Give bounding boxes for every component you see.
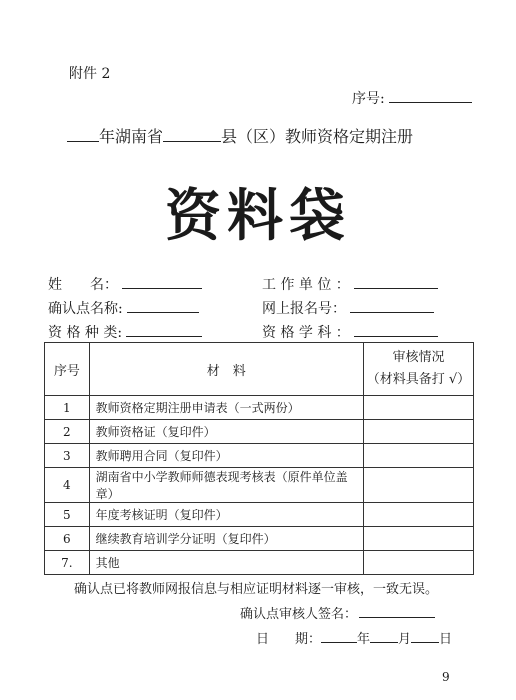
row-review-cell[interactable] [363, 527, 473, 551]
qualification-subject-blank[interactable] [354, 322, 438, 337]
row-material: 湖南省中小学教师师德表现考核表（原件单位盖章） [89, 468, 363, 503]
qualification-subject-field [262, 322, 438, 342]
date-field [256, 628, 452, 647]
online-number-field [262, 298, 434, 318]
row-number: 4 [45, 468, 90, 503]
name-label: 姓 名： [48, 277, 118, 293]
row-number: 3 [45, 444, 90, 468]
confirm-point-blank[interactable] [127, 298, 199, 313]
date-month-text: 月 [398, 632, 412, 647]
table-row [45, 396, 474, 420]
header-review-title: 审核情况 [392, 350, 445, 365]
workplace-blank[interactable] [354, 274, 438, 289]
form-title [67, 124, 413, 147]
date-month-blank[interactable] [370, 628, 398, 643]
table-row [45, 551, 474, 575]
header-review [363, 343, 473, 396]
year-blank[interactable] [67, 127, 99, 142]
attachment-label: 附件 2 [69, 66, 111, 82]
serial-number-blank[interactable] [389, 88, 472, 103]
row-material: 年度考核证明（复印件） [89, 503, 363, 527]
serial-number-label: 序号: [352, 91, 385, 107]
online-number-blank[interactable] [350, 298, 434, 313]
big-title: 资料袋 [165, 184, 351, 249]
row-number: 2 [45, 420, 90, 444]
row-material: 继续教育培训学分证明（复印件） [89, 527, 363, 551]
title-county-text: 县（区）教师资格定期注册 [221, 127, 414, 146]
name-blank[interactable] [122, 274, 202, 289]
row-review-cell[interactable] [363, 396, 473, 420]
header-review-note: （材料具备打 √） [366, 372, 471, 387]
title-year-text: 年湖南省 [99, 127, 164, 146]
qualification-subject-label: 资 格 学 科 ： [262, 325, 350, 341]
qualification-type-blank[interactable] [126, 322, 202, 337]
table-row [45, 527, 474, 551]
serial-number-field [352, 88, 472, 108]
qualification-type-field [48, 322, 202, 342]
row-review-cell[interactable] [363, 420, 473, 444]
row-review-cell[interactable] [363, 468, 473, 503]
row-material: 教师资格证（复印件） [89, 420, 363, 444]
header-material: 材 料 [89, 343, 363, 396]
row-review-cell[interactable] [363, 503, 473, 527]
date-day-blank[interactable] [411, 628, 439, 643]
table-row [45, 503, 474, 527]
row-number: 6 [45, 527, 90, 551]
materials-table [44, 342, 474, 575]
table-row [45, 420, 474, 444]
table-row [45, 468, 474, 503]
signature-blank[interactable] [359, 603, 435, 618]
row-review-cell[interactable] [363, 551, 473, 575]
county-blank[interactable] [163, 127, 221, 142]
table-row [45, 444, 474, 468]
row-material: 教师聘用合同（复印件） [89, 444, 363, 468]
workplace-label: 工 作 单 位 ： [262, 277, 350, 293]
confirm-point-label: 确认点名称: [48, 301, 123, 317]
table-header-row [45, 343, 474, 396]
qualification-type-label: 资 格 种 类: [48, 325, 123, 341]
row-material: 其他 [89, 551, 363, 575]
row-review-cell[interactable] [363, 444, 473, 468]
page-number: 9 [442, 670, 450, 684]
date-year-text: 年 [357, 632, 371, 647]
online-number-label: 网上报名号： [262, 301, 346, 317]
signature-field [240, 603, 435, 622]
header-no: 序号 [45, 343, 90, 396]
signature-label: 确认点审核人签名： [240, 607, 358, 622]
date-label: 日 期： [256, 632, 322, 647]
date-day-text: 日 [439, 632, 453, 647]
date-year-blank[interactable] [321, 628, 357, 643]
name-field [48, 274, 202, 294]
row-material: 教师资格定期注册申请表（一式两份） [89, 396, 363, 420]
confirmation-statement: 确认点已将教师网报信息与相应证明材料逐一审核，一致无误。 [74, 582, 439, 597]
row-number: 5 [45, 503, 90, 527]
workplace-field [262, 274, 438, 294]
row-number: 1 [45, 396, 90, 420]
row-number: 7. [45, 551, 90, 575]
confirm-point-field [48, 298, 199, 318]
